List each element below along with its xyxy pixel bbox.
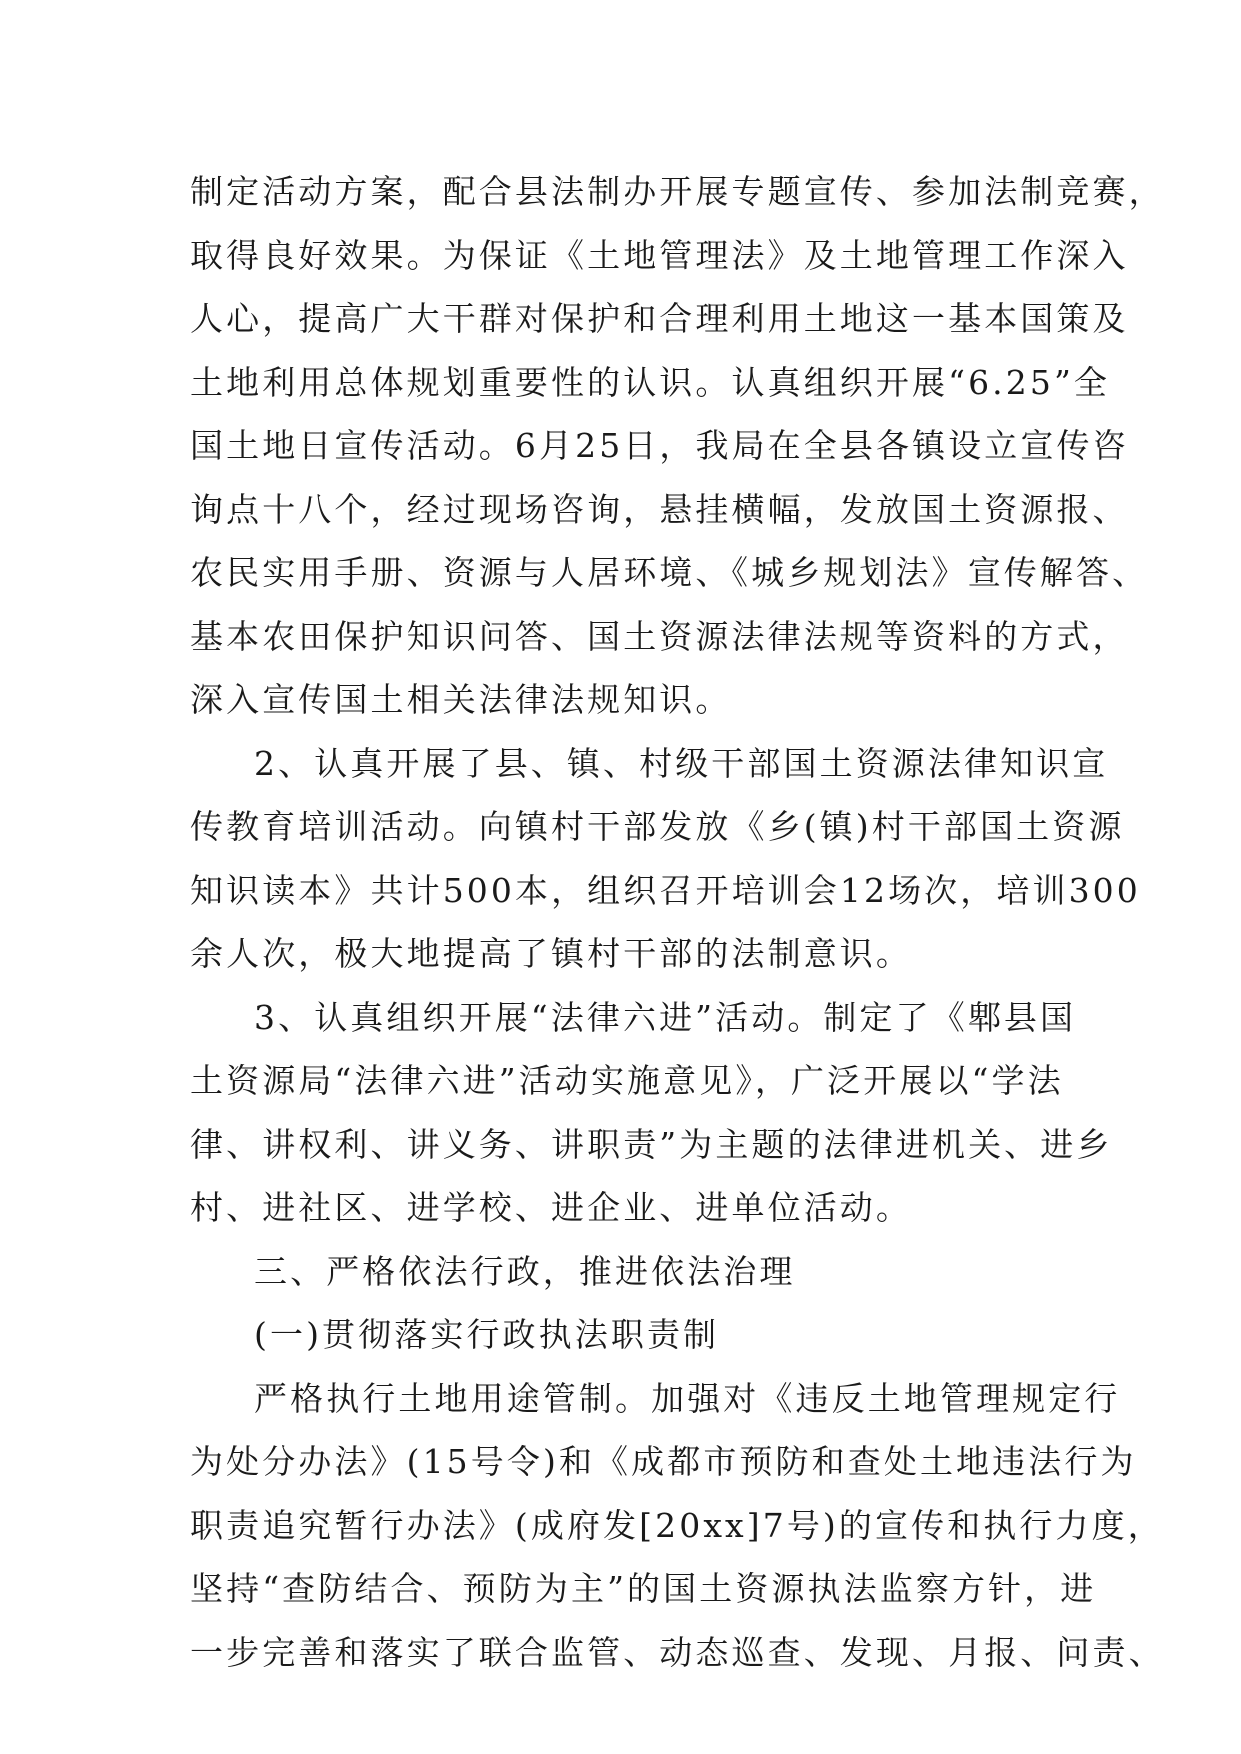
text-line: 职责追究暂行办法》(成府发[20xx]7号)的宣传和执行力度，	[190, 1505, 1164, 1545]
text-line: 国土地日宣传活动。6月25日，我局在全县各镇设立宣传咨	[190, 426, 1129, 465]
text-line: 坚持“查防结合、预防为主”的国土资源执法监察方针，进	[190, 1569, 1097, 1608]
text-line: 土地利用总体规划重要性的认识。认真组织开展“6.25”全	[190, 362, 1111, 402]
text-line: 传教育培训活动。向镇村干部发放《乡(镇)村干部国土资源	[190, 807, 1125, 846]
section-heading: 三、严格依法行政，推进依法治理	[254, 1251, 796, 1291]
text-line: 知识读本》共计500本，组织召开培训会12场次，培训300	[190, 870, 1141, 910]
document-body	[190, 160, 1165, 1684]
text-line: 一步完善和落实了联合监管、动态巡查、发现、月报、问责、	[190, 1632, 1165, 1672]
subsection-heading: (一)贯彻落实行政执法职责制	[254, 1315, 720, 1354]
text-line: 基本农田保护知识问答、国土资源法律法规等资料的方式，	[190, 616, 1129, 656]
text-line: 村、进社区、进学校、进企业、进单位活动。	[190, 1188, 912, 1227]
paragraph-start-line: 3、认真组织开展“法律六进”活动。制定了《郫县国	[254, 997, 1077, 1037]
paragraph-start-line: 严格执行土地用途管制。加强对《违反土地管理规定行	[254, 1378, 1121, 1418]
text-line: 人心，提高广大干群对保护和合理利用土地这一基本国策及	[190, 299, 1129, 338]
text-line: 土资源局“法律六进”活动实施意见》，广泛开展以“学法	[190, 1061, 1064, 1100]
text-line: 律、讲权利、讲义务、讲职责”为主题的法律进机关、进乡	[190, 1124, 1113, 1164]
text-line: 询点十八个，经过现场咨询，悬挂横幅，发放国土资源报、	[190, 489, 1129, 529]
text-line: 为处分办法》(15号令)和《成都市预防和查处土地违法行为	[190, 1442, 1137, 1481]
text-line: 深入宣传国土相关法律法规知识。	[190, 680, 732, 719]
text-line: 余人次，极大地提高了镇村干部的法制意识。	[190, 934, 912, 973]
text-line: 农民实用手册、资源与人居环境、《城乡规划法》宣传解答、	[190, 553, 1149, 592]
text-line: 制定活动方案，配合县法制办开展专题宣传、参加法制竞赛，	[190, 172, 1165, 211]
paragraph-start-line: 2、认真开展了县、镇、村级干部国土资源法律知识宣	[254, 743, 1109, 783]
text-line: 取得良好效果。为保证《土地管理法》及土地管理工作深入	[190, 235, 1129, 275]
